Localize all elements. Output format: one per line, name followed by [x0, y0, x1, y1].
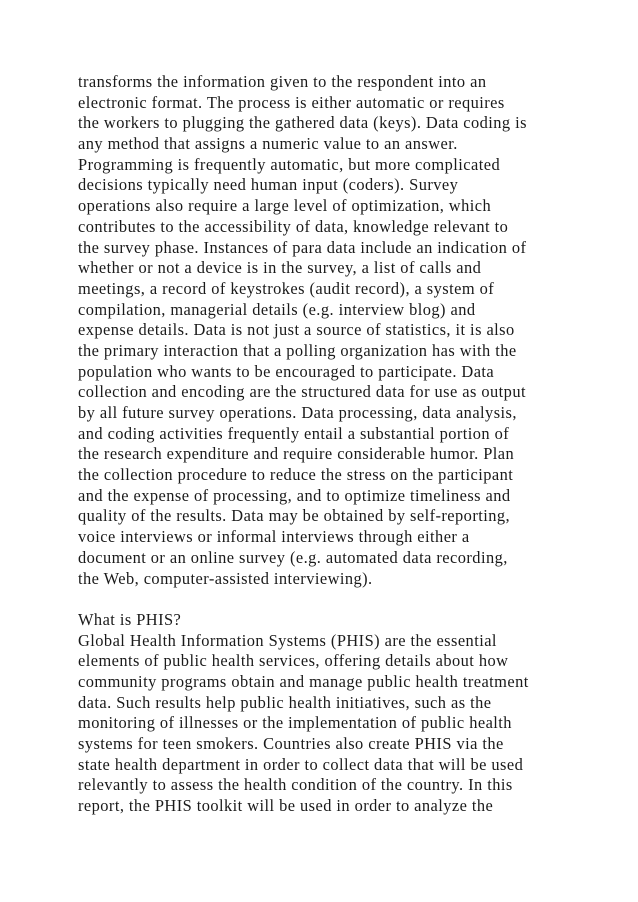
text-line: voice interviews or informal interviews through either a	[78, 527, 470, 547]
text-line: quality of the results. Data may be obtained by self-reporting,	[78, 506, 511, 526]
text-line: the workers to plugging the gathered data (keys). Data coding is	[78, 113, 527, 133]
text-line: the primary interaction that a polling organization has with the	[78, 340, 517, 360]
text-line: the Web, computer-assisted interviewing).	[78, 568, 373, 588]
text-line: relevantly to assess the health condition of the country. In this	[78, 775, 513, 795]
text-line: electronic format. The process is either automatic or requires	[78, 92, 505, 112]
text-line: the survey phase. Instances of para data include an indication of	[78, 237, 527, 257]
paragraph-phis	[78, 631, 618, 817]
text-line: monitoring of illnesses or the implementation of public health	[78, 713, 512, 733]
text-line: report, the PHIS toolkit will be used in order to analyze the	[78, 796, 494, 816]
text-line: Global Health Information Systems (PHIS) are the essential	[78, 630, 497, 650]
text-line: decisions typically need human input (coders). Survey	[78, 175, 459, 195]
text-line: and coding activities frequently entail a substantial portion of	[78, 423, 510, 443]
paragraph-spacer	[78, 589, 618, 610]
text-line: document or an online survey (e.g. automated data recording,	[78, 547, 508, 567]
text-line: whether or not a device is in the survey, a list of calls and	[78, 258, 482, 278]
text-line: elements of public health services, offering details about how	[78, 651, 509, 671]
text-line: state health department in order to collect data that will be used	[78, 754, 524, 774]
text-line: data. Such results help public health initiatives, such as the	[78, 692, 492, 712]
text-line: any method that assigns a numeric value to an answer.	[78, 134, 458, 154]
text-line: collection and encoding are the structured data for use as output	[78, 382, 526, 402]
text-line: population who wants to be encouraged to participate. Data	[78, 361, 495, 381]
paragraph-data-processing	[78, 72, 618, 589]
text-line: the collection procedure to reduce the stress on the participant	[78, 465, 514, 485]
section-heading: What is PHIS?	[78, 609, 182, 629]
text-line: meetings, a record of keystrokes (audit record), a system of	[78, 278, 495, 298]
text-line: transforms the information given to the respondent into an	[78, 72, 487, 91]
document-body	[78, 72, 618, 817]
text-line: Programming is frequently automatic, but more complicated	[78, 154, 501, 174]
text-line: contributes to the accessibility of data, knowledge relevant to	[78, 216, 509, 236]
text-line: the research expenditure and require considerable humor. Plan	[78, 444, 515, 464]
text-line: expense details. Data is not just a source of statistics, it is also	[78, 320, 515, 340]
text-line: and the expense of processing, and to optimize timeliness and	[78, 485, 511, 505]
text-line: by all future survey operations. Data processing, data analysis,	[78, 403, 517, 422]
text-line: community programs obtain and manage public health treatment	[78, 671, 529, 691]
text-line: compilation, managerial details (e.g. interview blog) and	[78, 299, 476, 319]
text-line: systems for teen smokers. Countries also create PHIS via the	[78, 734, 504, 753]
text-line: operations also require a large level of optimization, which	[78, 196, 492, 216]
